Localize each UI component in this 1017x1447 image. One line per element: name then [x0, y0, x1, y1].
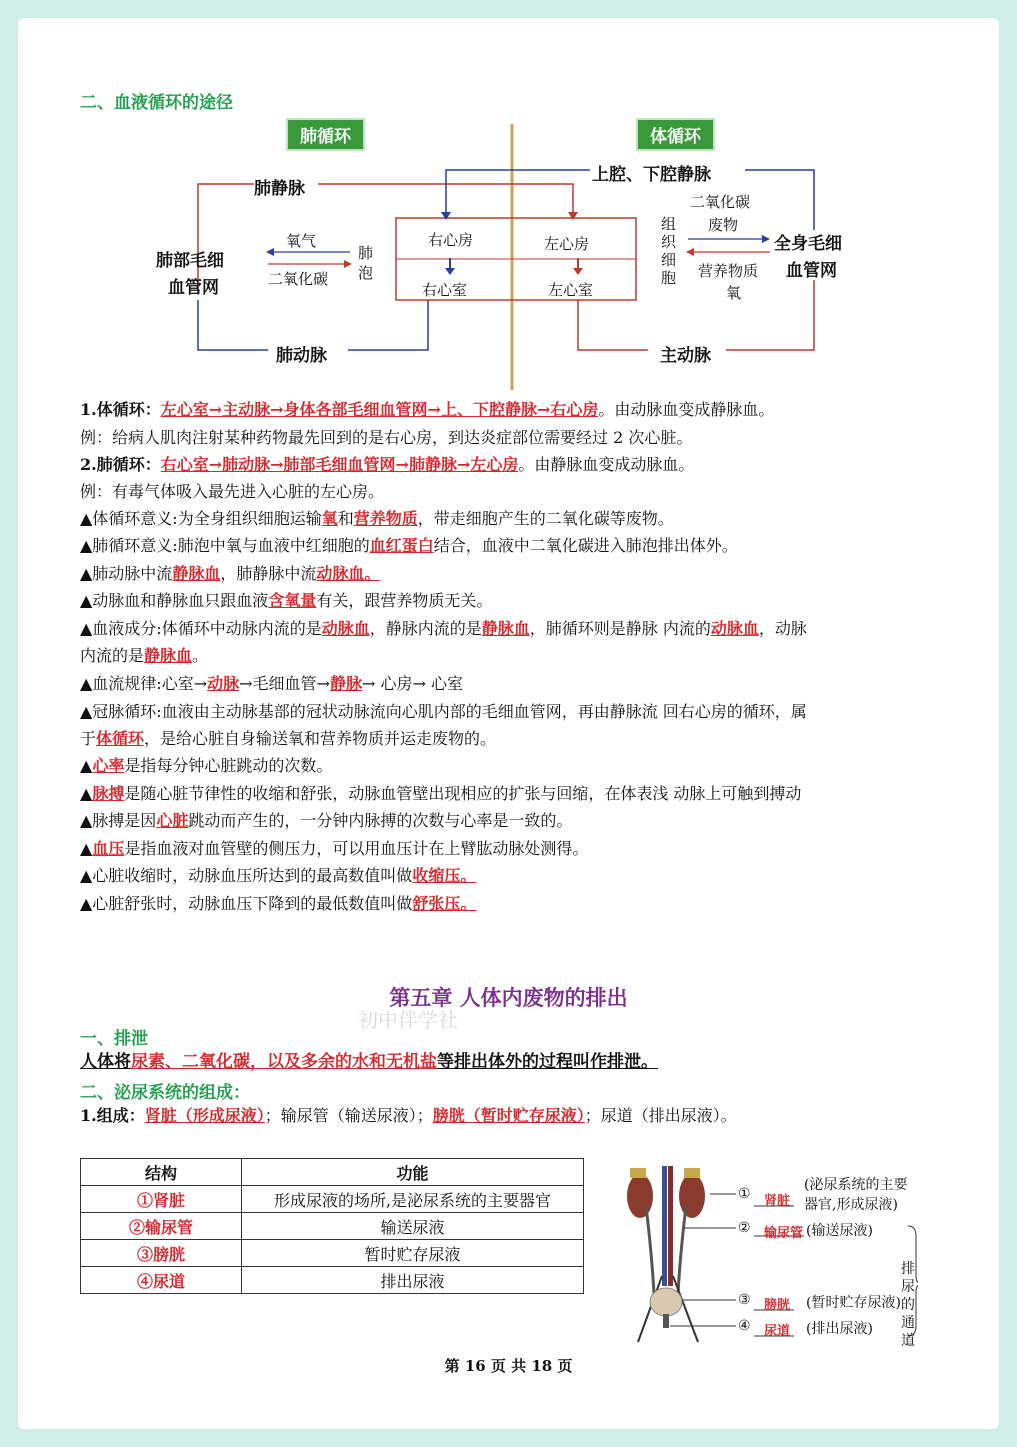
highlight-text: 静脉血	[172, 564, 221, 583]
note-text: 。由静脉血变成动脉血。	[518, 455, 695, 474]
highlight-text: 氧	[321, 509, 338, 528]
vena-cava-label: 上腔、下腔静脉	[592, 165, 711, 185]
note-text: ▲冠脉循环:血液由主动脉基部的冠状动脉流向心肌内部的毛细血管网，再由静脉流 回右心房的循环，属	[80, 702, 807, 721]
watermark: 初中伴学社	[358, 1008, 458, 1032]
note-text: →毛细血管→	[239, 674, 330, 693]
urinary-system-figure	[618, 1166, 918, 1349]
note-text: ▲动脉血和静脉血只跟血液	[80, 591, 269, 610]
fig-number-4: ④	[738, 1318, 751, 1334]
highlight-text: 静脉	[329, 674, 362, 693]
fig-number-1: ①	[738, 1186, 751, 1202]
highlight-text: 脉搏	[92, 784, 125, 803]
note-line	[80, 674, 463, 694]
highlight-text: 肾脏（形成尿液）	[144, 1106, 265, 1125]
fig-side-label: 排尿的通道	[901, 1261, 915, 1349]
right-ventricle-label: 右心室	[422, 281, 468, 299]
left-ventricle-label: 左心室	[548, 281, 594, 299]
highlight-text: 静脉血	[481, 619, 530, 638]
fig-kidney-desc-2: 器官,形成尿液)	[804, 1197, 898, 1213]
co2-waste-label-1: 二氧化碳	[690, 193, 751, 211]
note-text: 内流的是	[80, 646, 145, 665]
aorta-label: 主动脉	[660, 346, 711, 366]
fig-number-3: ③	[738, 1292, 751, 1308]
note-line	[80, 400, 774, 420]
fig-ureter-desc: (输送尿液)	[806, 1223, 873, 1239]
table-cell-function: 暂时贮存尿液	[242, 1240, 584, 1267]
section-title-circulation: 二、血液循环的途径	[80, 93, 233, 113]
table-cell-function: 形成尿液的场所,是泌尿系统的主要器官	[242, 1186, 584, 1213]
note-line	[80, 619, 807, 639]
note-text: 有关，跟营养物质无关。	[316, 591, 493, 610]
fig-ureter-label: 输尿管	[764, 1226, 804, 1241]
table-cell-structure: ②输尿管	[81, 1213, 242, 1240]
note-line	[80, 482, 384, 502]
alveoli-label-1: 肺	[358, 244, 374, 262]
note-text: 1.组成：	[80, 1106, 145, 1125]
note-text: 例：有毒气体吸入最先进入心脏的左心房。	[80, 482, 385, 501]
note-line	[80, 756, 332, 776]
lung-capillaries-label-2: 血管网	[168, 278, 219, 298]
body-capillaries-label-1: 全身毛细	[774, 234, 842, 254]
circulation-diagram	[18, 18, 999, 398]
co2-label: 二氧化碳	[268, 270, 329, 288]
note-line	[80, 455, 694, 475]
highlight-text: 舒张压。	[412, 894, 477, 913]
note-text: ；尿道（排出尿液）。	[584, 1106, 737, 1125]
pulmonary-artery-label: 肺动脉	[276, 346, 327, 366]
body-capillaries-label-2: 血管网	[786, 261, 837, 281]
note-text: ，肺静脉中流	[220, 564, 317, 583]
left-atrium-label: 左心房	[544, 235, 590, 253]
highlight-text: 心脏	[156, 811, 189, 830]
note-text: 是指血液对血管壁的侧压力，可以用血压计在上臂肱动脉处测得。	[124, 839, 589, 858]
table-cell-structure: ④尿道	[81, 1267, 242, 1294]
table-header: 结构	[81, 1159, 242, 1186]
highlight-text: 动脉血	[321, 619, 370, 638]
table-cell-structure: ①肾脏	[81, 1186, 242, 1213]
tissue-char-1: 组	[661, 215, 677, 233]
table-row	[81, 1240, 584, 1267]
diagram-lines	[18, 18, 999, 398]
table-row	[81, 1213, 584, 1240]
note-line	[80, 646, 208, 666]
note-line	[80, 894, 476, 914]
highlight-text: 含氧量	[268, 591, 317, 610]
highlight-text: 动脉血	[710, 619, 759, 638]
note-text: ▲脉搏是因	[80, 811, 157, 830]
note-text: ，是给心脏自身输送氧和营养物质并运走废物的。	[144, 729, 497, 748]
note-text: 1.体循环：	[80, 400, 161, 419]
co2-waste-label-2: 废物	[708, 216, 739, 234]
composition-line	[80, 1106, 737, 1126]
highlight-text: 体循环	[96, 729, 145, 748]
note-text: ▲心脏收缩时，动脉血压所达到的最高数值叫做	[80, 866, 413, 885]
note-text: 。	[192, 646, 209, 665]
note-text: ，静脉内流的是	[369, 619, 482, 638]
table-cell-function: 输送尿液	[242, 1213, 584, 1240]
page-footer: 第 16 页 共 18 页	[444, 1357, 573, 1375]
note-text: → 心房→ 心室	[361, 674, 463, 693]
note-line	[80, 702, 807, 722]
oxygen2-label: 氧	[726, 284, 742, 302]
note-text: 人体将	[80, 1052, 131, 1072]
note-text: ▲心脏舒张时，动脉血压下降到的最低数值叫做	[80, 894, 413, 913]
note-text: ▲血流规律:心室→	[80, 674, 208, 693]
note-text: ▲	[80, 784, 93, 803]
note-text: ；输尿管（输送尿液）；	[264, 1106, 433, 1125]
fig-bladder-desc: (暂时贮存尿液)	[806, 1295, 901, 1311]
note-text: ▲体循环意义:为全身组织细胞运输	[80, 509, 322, 528]
highlight-text: 血压	[92, 839, 125, 858]
note-line	[80, 591, 492, 611]
note-text: ▲肺循环意义:肺泡中氧与血液中红细胞的	[80, 536, 370, 555]
note-line	[80, 784, 801, 804]
note-line	[80, 839, 588, 859]
highlight-text: 动脉	[207, 674, 240, 693]
highlight-text: 营养物质	[353, 509, 418, 528]
table-cell-function: 排出尿液	[242, 1267, 584, 1294]
note-line	[80, 564, 380, 584]
pulmonary-vein-label: 肺静脉	[254, 179, 305, 199]
excretion-title: 一、排泄	[80, 1029, 148, 1049]
highlight-text: 动脉血。	[316, 564, 381, 583]
fig-kidney-label: 肾脏	[764, 1194, 791, 1209]
note-text: ▲	[80, 839, 93, 858]
note-text: 跳动而产生的，一分钟内脉搏的次数与心率是一致的。	[188, 811, 573, 830]
highlight-text: 血红蛋白	[369, 536, 434, 555]
note-text: 是随心脏节律性的收缩和舒张，动脉血管壁出现相应的扩张与回缩，在体表浅 动脉上可触到搏动	[124, 784, 802, 803]
note-text: ▲肺动脉中流	[80, 564, 173, 583]
note-line	[80, 866, 476, 886]
table-header: 功能	[242, 1159, 584, 1186]
note-text: 。由动脉血变成静脉血。	[598, 400, 775, 419]
nutrients-label: 营养物质	[698, 262, 759, 280]
note-text: 等排出体外的过程叫作排泄。	[437, 1052, 658, 1072]
note-line	[80, 536, 738, 556]
fig-urethra-desc: (排出尿液)	[806, 1321, 873, 1337]
note-text: 是指每分钟心脏跳动的次数。	[124, 756, 333, 775]
tag-systemic: 体循环	[636, 118, 715, 151]
urinary-title: 二、泌尿系统的组成：	[80, 1083, 250, 1103]
chapter-title: 第五章 人体内废物的排出	[389, 986, 628, 1010]
lung-capillaries-label-1: 肺部毛细	[156, 251, 224, 271]
highlight-text: 膀胱（暂时贮存尿液）	[432, 1106, 585, 1125]
table-row	[81, 1186, 584, 1213]
tissue-char-2: 织	[661, 233, 677, 251]
tissue-char-4: 胞	[661, 269, 677, 287]
note-text: ▲血液成分:体循环中动脉内流的是	[80, 619, 322, 638]
table-cell-structure: ③膀胱	[81, 1240, 242, 1267]
note-text: 于	[80, 729, 97, 748]
note-line	[80, 509, 674, 529]
note-text: ，带走细胞产生的二氧化碳等废物。	[417, 509, 674, 528]
tag-pulmonary: 肺循环	[286, 118, 365, 151]
right-atrium-label: 右心房	[428, 231, 474, 249]
note-text: ▲	[80, 756, 93, 775]
page	[18, 18, 999, 1429]
organ-table	[80, 1158, 584, 1294]
note-text: 例：给病人肌肉注射某种药物最先回到的是右心房，到达炎症部位需要经过 2 次心脏。	[80, 428, 693, 447]
note-text: 结合，血液中二氧化碳进入肺泡排出体外。	[433, 536, 738, 555]
highlight-text: 尿素、二氧化碳，以及多余的水和无机盐	[131, 1052, 437, 1072]
oxygen-label: 氧气	[286, 232, 317, 250]
fig-number-2: ②	[738, 1220, 751, 1236]
tissue-char-3: 细	[661, 251, 677, 269]
highlight-text: 左心室→主动脉→身体各部毛细血管网→上、下腔静脉→右心房	[160, 400, 599, 419]
highlight-text: 心率	[92, 756, 125, 775]
table-row	[81, 1267, 584, 1294]
highlight-text: 收缩压。	[412, 866, 477, 885]
table-header-row	[81, 1159, 584, 1186]
fig-kidney-desc-1: (泌尿系统的主要	[804, 1177, 908, 1193]
note-text: ，肺循环则是静脉 内流的	[529, 619, 711, 638]
fig-urethra-label: 尿道	[764, 1324, 791, 1339]
note-line	[80, 729, 496, 749]
fig-bladder-label: 膀胱	[764, 1298, 791, 1313]
note-text: ，动脉	[758, 619, 807, 638]
note-line	[80, 811, 572, 831]
highlight-text: 静脉血	[144, 646, 193, 665]
highlight-text: 右心室→肺动脉→肺部毛细血管网→肺静脉→左心房	[160, 455, 519, 474]
note-line	[80, 428, 692, 448]
excretion-definition	[80, 1052, 658, 1072]
note-text: 和	[337, 509, 354, 528]
alveoli-label-2: 泡	[358, 264, 374, 282]
note-text: 2.肺循环：	[80, 455, 161, 474]
